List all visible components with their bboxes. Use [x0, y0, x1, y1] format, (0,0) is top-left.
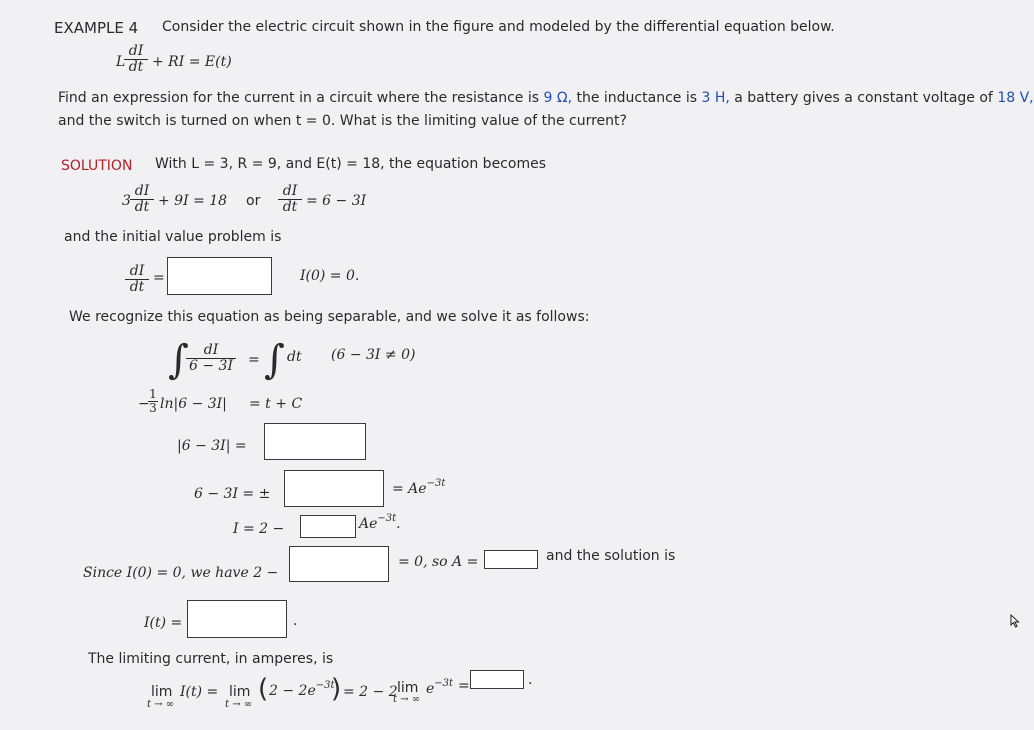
- lim3: lim: [397, 680, 419, 696]
- problem-line1-a: Find an expression for the current in a circuit where the resistance is: [58, 90, 540, 106]
- lim-it: I(t) =: [180, 684, 219, 700]
- integral-rhs: dt: [287, 349, 302, 365]
- abs-answer-box[interactable]: [264, 423, 366, 460]
- eq1-or: or: [246, 193, 261, 209]
- i-answer-box[interactable]: [300, 515, 356, 538]
- inductance-value: 3 H,: [701, 90, 730, 106]
- problem-line2: and the switch is turned on when t = 0. What is the limiting value of the current?: [58, 113, 627, 129]
- since-answer-box[interactable]: [289, 546, 389, 582]
- lim-e: $e^{-3t}$: [426, 678, 454, 697]
- problem-line1: [58, 90, 1034, 106]
- ivp-condition: I(0) = 0.: [300, 268, 360, 284]
- ivp-equals: =: [153, 270, 165, 286]
- intro-text: Consider the electric circuit shown in the figure and modeled by the differential equation below.: [162, 19, 835, 35]
- lim-paren-close: ): [331, 674, 342, 704]
- it-dot: .: [293, 613, 298, 629]
- ln-fraction: $\frac{1}{3}$: [149, 387, 157, 415]
- model-L: L: [116, 54, 126, 70]
- since-end: and the solution is: [546, 548, 676, 564]
- it-answer-box[interactable]: [187, 600, 287, 638]
- lim-paren-open: (: [258, 674, 269, 704]
- eq1-derivative: $\frac{dI}{dt}$: [130, 184, 154, 215]
- model-derivative: [124, 44, 148, 75]
- lim-expr: $2 - 2e^{-3t}$: [269, 680, 335, 699]
- ivp-text: and the initial value problem is: [64, 229, 282, 245]
- since-text: Since I(0) = 0, we have 2 −: [83, 565, 279, 581]
- lim3-sub: t → ∞: [393, 694, 421, 705]
- pm-lhs: 6 − 3I = ±: [194, 486, 271, 502]
- pm-rhs: = $Ae^{-3t}$: [392, 478, 446, 497]
- separable-text: We recognize this equation as being separable, and we solve it as follows:: [69, 309, 590, 325]
- mouse-pointer-icon: [1010, 614, 1020, 628]
- integral-fraction: $\frac{dI}{6 - 3I}$: [186, 343, 236, 374]
- solution-text: With L = 3, R = 9, and E(t) = 18, the equation becomes: [155, 156, 546, 172]
- eq1-rest: + 9I = 18: [158, 193, 228, 209]
- model-den: dt: [128, 59, 144, 75]
- lim-dot: .: [528, 672, 533, 688]
- solution-label: SOLUTION: [61, 158, 133, 174]
- integral-sign-left: ∫: [168, 337, 189, 383]
- i-lhs: I = 2 −: [233, 521, 285, 537]
- a-answer-box[interactable]: [484, 550, 538, 569]
- model-rest: + RI = E(t): [152, 54, 232, 70]
- ln-rhs: = t + C: [249, 396, 303, 412]
- voltage-value: 18 V,: [997, 90, 1034, 106]
- it-lhs: I(t) =: [144, 615, 183, 631]
- limit-answer-box[interactable]: [470, 670, 524, 689]
- eq1b-derivative: $\frac{dI}{dt}$: [278, 184, 302, 215]
- problem-line1-c: a battery gives a constant voltage of: [734, 90, 993, 106]
- lim2: lim: [229, 684, 251, 700]
- resistance-value: 9 Ω,: [543, 90, 573, 106]
- lim1-sub: t → ∞: [147, 699, 175, 710]
- ln-expression: ln|6 − 3I|: [160, 396, 227, 412]
- lim1: lim: [151, 684, 173, 700]
- limit-text: The limiting current, in amperes, is: [88, 651, 334, 667]
- ivp-answer-box[interactable]: [167, 257, 272, 295]
- integral-equals: =: [248, 352, 260, 368]
- problem-line1-b: the inductance is: [576, 90, 698, 106]
- lim2-sub: t → ∞: [225, 699, 253, 710]
- eq1b-rest: = 6 − 3I: [306, 193, 367, 209]
- pm-answer-box[interactable]: [284, 470, 384, 507]
- integral-condition: (6 − 3I ≠ 0): [331, 347, 416, 363]
- lim-eq2: = 2 − 2: [343, 684, 398, 700]
- eq1-coef: 3: [122, 193, 131, 209]
- example-label: EXAMPLE 4: [54, 19, 139, 37]
- model-num: dI: [124, 44, 148, 60]
- lim-eq3: =: [458, 678, 470, 694]
- i-rhs: $Ae^{-3t}$.: [359, 513, 401, 532]
- ln-minus: −: [138, 396, 150, 412]
- abs-lhs: |6 − 3I| =: [177, 438, 247, 454]
- since-mid: = 0, so A =: [398, 554, 479, 570]
- integral-sign-right: ∫: [264, 337, 285, 383]
- ivp-derivative: $\frac{dI}{dt}$: [125, 264, 149, 295]
